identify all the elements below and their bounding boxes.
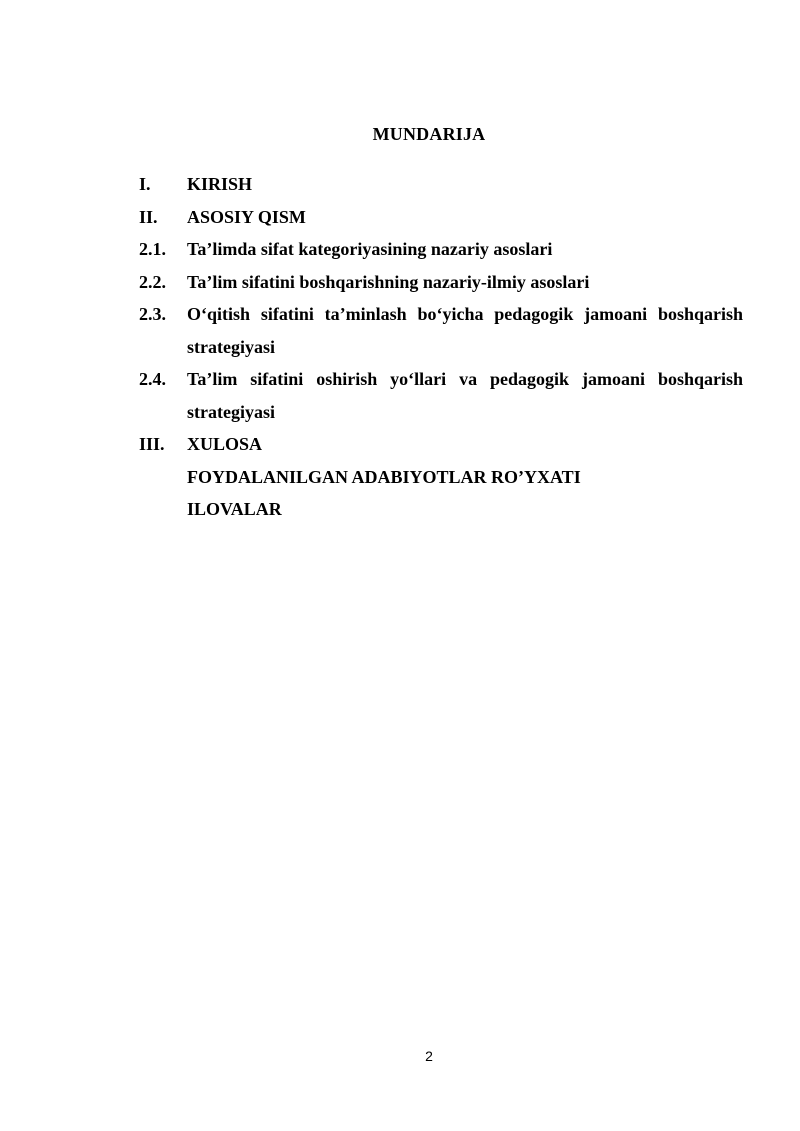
toc-item-2-4: [139, 363, 743, 428]
toc-text: Ta’lim sifatini oshirish yo‘llari va pedagogik jamoani boshqarish strategiyasi: [187, 369, 743, 422]
toc-number: II.: [139, 206, 158, 227]
toc-text: ILOVALAR: [187, 499, 282, 519]
toc-item-appendices: [139, 493, 743, 526]
toc-item-2-3: [139, 298, 743, 363]
toc-number: 2.2.: [139, 271, 166, 292]
toc-item-intro: [139, 168, 743, 201]
page-title: MUNDARIJA: [372, 124, 486, 144]
toc-text: XULOSA: [187, 434, 263, 454]
toc-item-references: [139, 461, 743, 494]
toc-item-main-part: [139, 201, 743, 234]
toc-text: ASOSIY QISM: [187, 206, 306, 227]
toc-number: 2.3.: [139, 304, 166, 324]
toc-number: [139, 493, 187, 526]
table-of-contents: [139, 168, 743, 526]
toc-text: Ta’lim sifatini boshqarishning nazariy-ilmiy asoslari: [187, 271, 590, 292]
toc-item-conclusion: [139, 428, 743, 461]
toc-text: Ta’limda sifat kategoriyasining nazariy asoslari: [187, 239, 553, 259]
toc-text: KIRISH: [187, 174, 253, 194]
toc-item-2-2: [139, 266, 743, 299]
toc-text: O‘qitish sifatini ta’minlash bo‘yicha pedagogik jamoani boshqarish strategiyasi: [187, 304, 743, 357]
toc-number: 2.4.: [139, 369, 166, 389]
toc-number: III.: [139, 434, 165, 454]
page-number: 2: [425, 1048, 433, 1064]
toc-text: FOYDALANILGAN ADABIYOTLAR RO’YXATI: [187, 466, 581, 487]
toc-number: I.: [139, 174, 151, 194]
toc-number: 2.1.: [139, 239, 166, 259]
toc-number: [139, 461, 187, 494]
toc-item-2-1: [139, 233, 743, 266]
